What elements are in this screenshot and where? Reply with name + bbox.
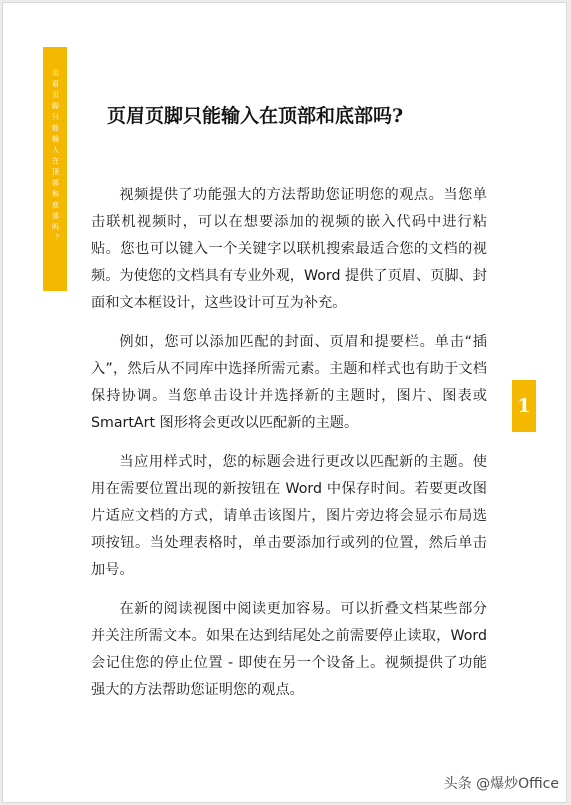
paragraph-3: 当应用样式时，您的标题会进行更改以匹配新的主题。使用在需要位置出现的新按钮在 Word 中保存时间。若要更改图片适应文档的方式，请单击该图片，图片旁边将会显示布局选项按钮。当处理表格时，单击要添加行或列的位置，然后单击加号。 xyxy=(91,454,487,578)
body-text xyxy=(91,182,487,716)
page-number-badge xyxy=(512,380,536,432)
page-title: 页眉页脚只能输入在顶部和底部吗? xyxy=(107,105,404,127)
page-number: 1 xyxy=(517,395,531,417)
paragraph-1: 视频提供了功能强大的方法帮助您证明您的观点。当您单击联机视频时，可以在想要添加的视频的嵌入代码中进行粘贴。您也可以键入一个关键字以联机搜索最适合您的文档的视频。为使您的文档具有专业外观，Word 提供了页眉、页脚、封面和文本框设计，这些设计可互为补充。 xyxy=(91,187,487,311)
paragraph-4: 在新的阅读视图中阅读更加容易。可以折叠文档某些部分并关注所需文本。如果在达到结尾处之前需要停止读取，Word 会记住您的停止位置 - 即使在另一个设备上。视频提供了功能强大的方法帮助您证明您的观点。 xyxy=(91,601,487,698)
side-header-text: 页眉页脚只能输入在顶部和底部吗？ xyxy=(51,69,60,245)
document-page xyxy=(2,2,567,803)
side-header-bar xyxy=(43,47,67,291)
watermark: 头条 @爆炒Office xyxy=(443,776,559,792)
paragraph-2: 例如，您可以添加匹配的封面、页眉和提要栏。单击“插入”，然后从不同库中选择所需元素。主题和样式也有助于文档保持协调。当您单击设计并选择新的主题时，图片、图表或 SmartArt 图形将会更改以匹配新的主题。 xyxy=(91,334,487,431)
